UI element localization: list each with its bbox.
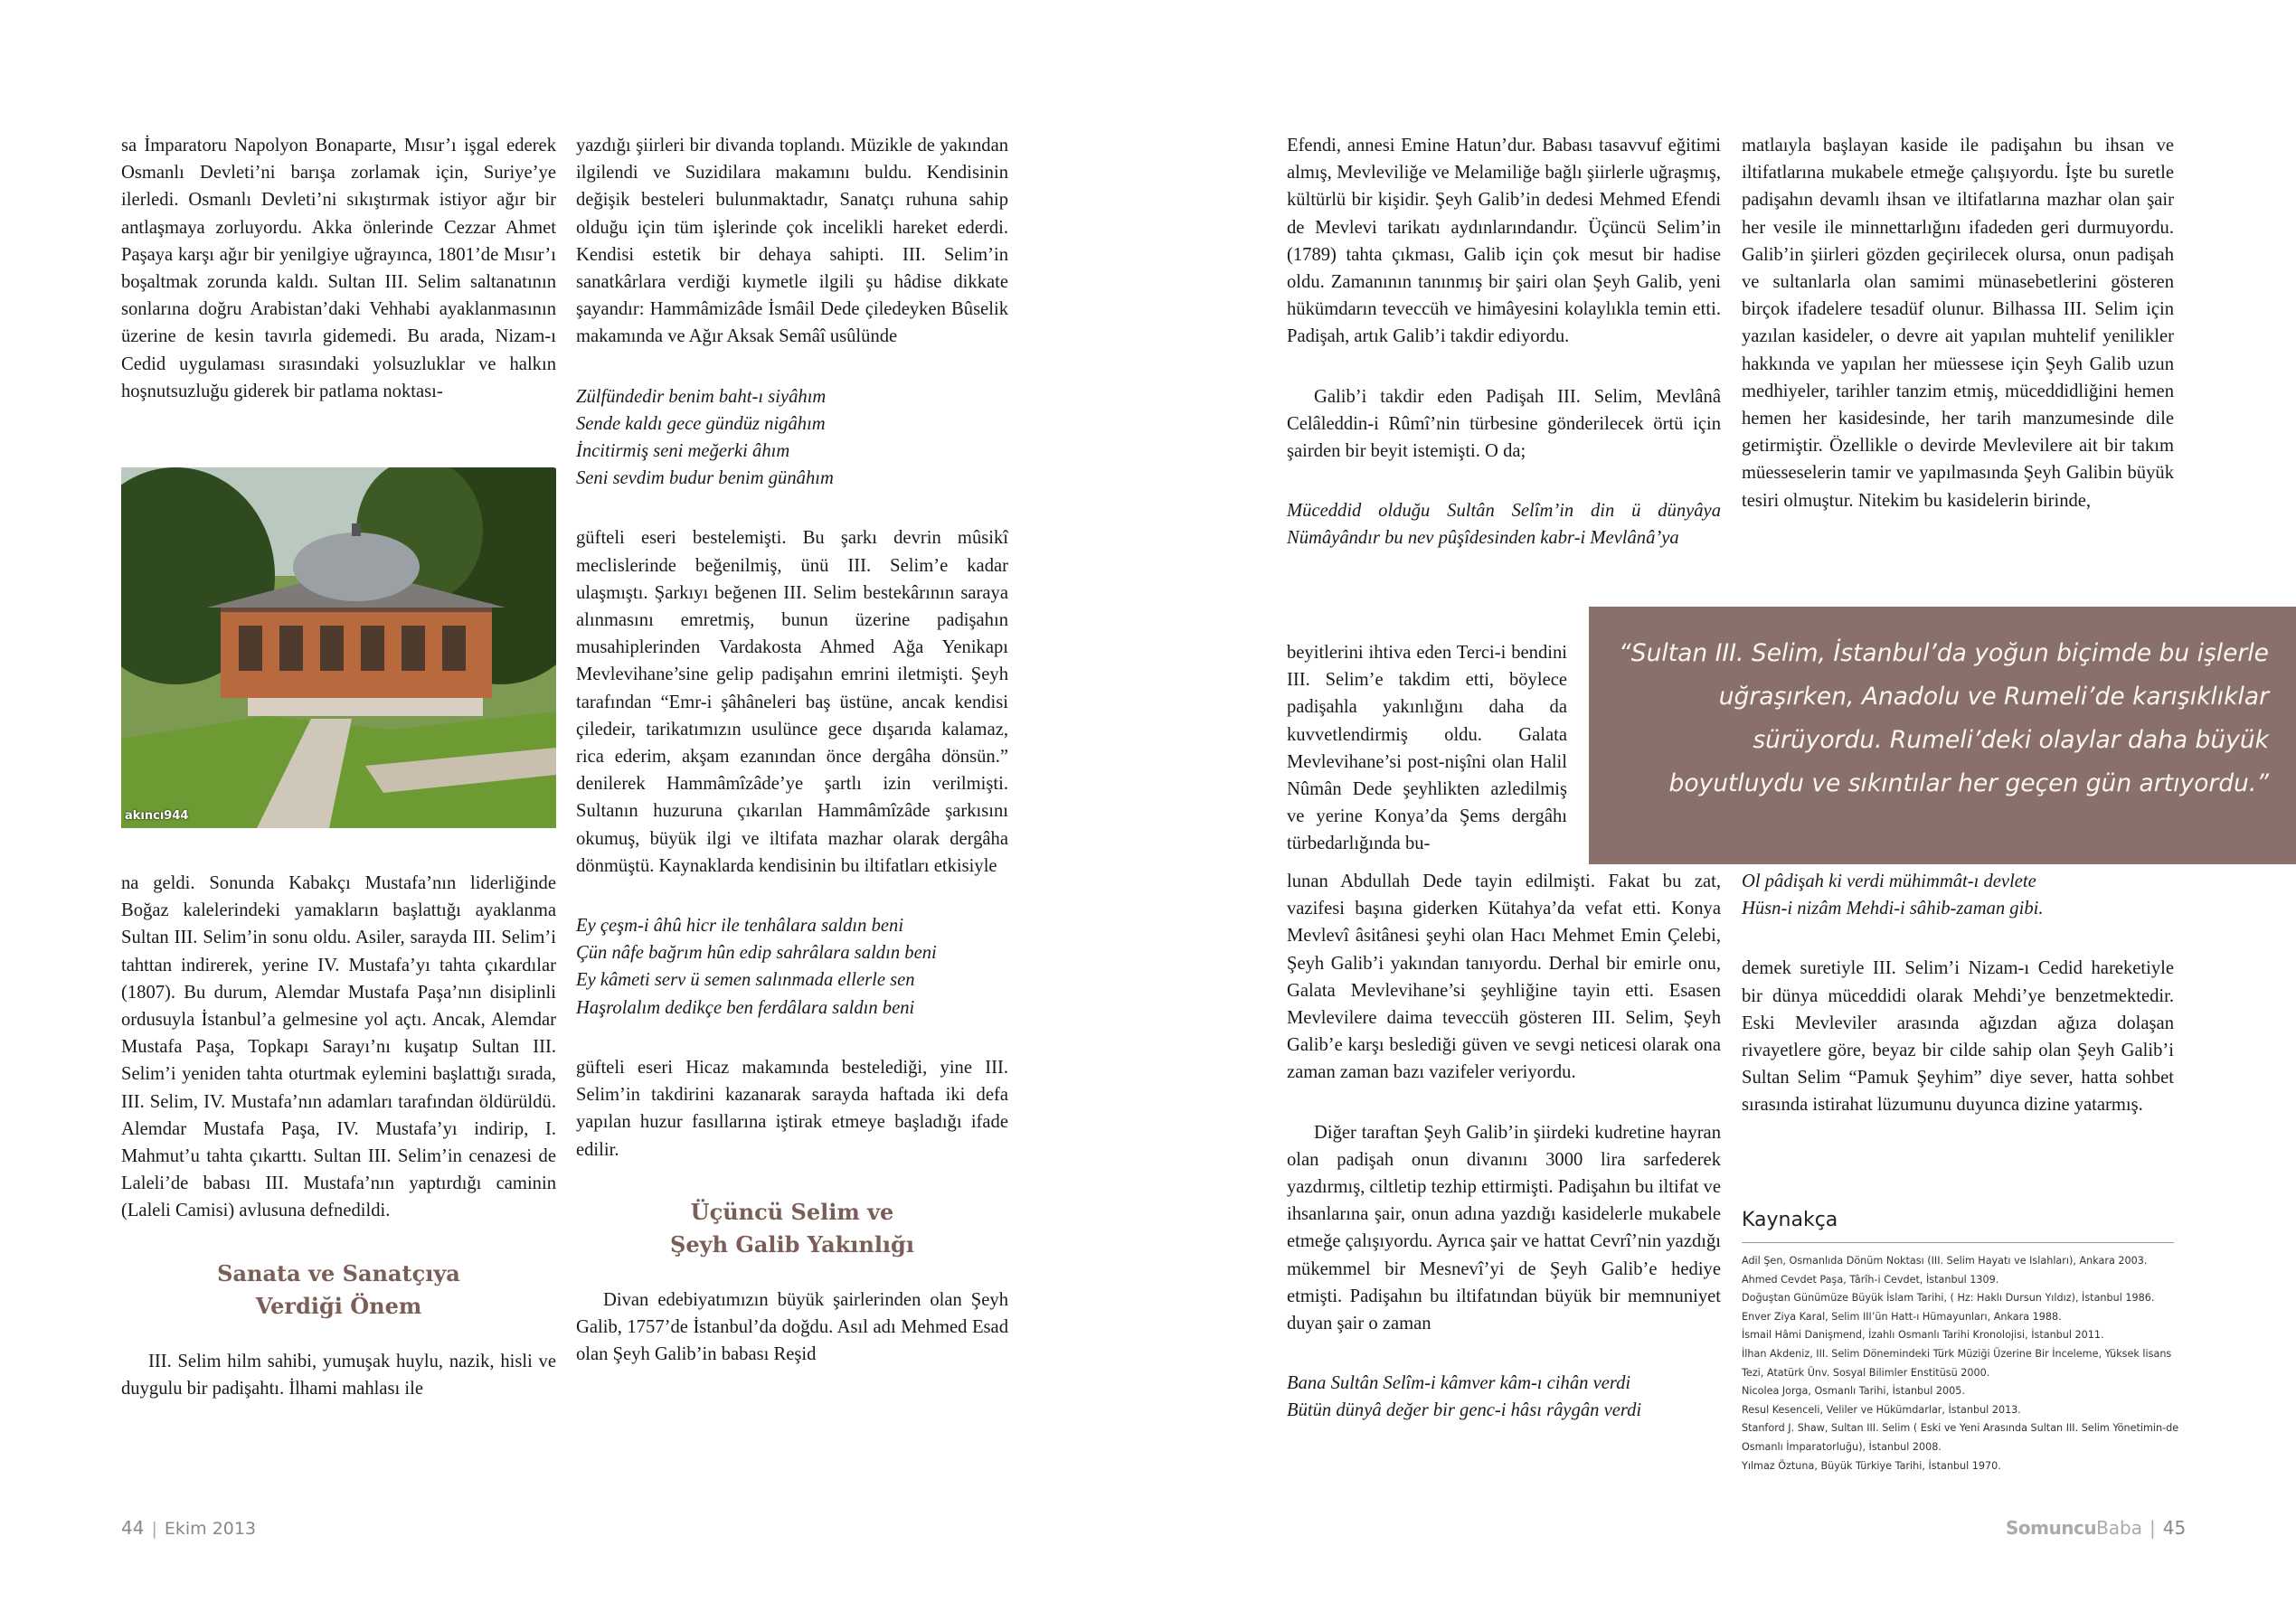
reference-item: Doğuştan Günümüze Büyük İslam Tarihi, ( Hz: Haklı Dursun Yıldız), İstanbul 1986. xyxy=(1742,1292,2155,1305)
page-number: 45 xyxy=(2162,1517,2187,1539)
reference-item: İlhan Akdeniz, III. Selim Dönemindeki Türk Müziği Üzerine Bir İnceleme, Yüksek lisans Tezi, Atatürk Ünv. Sosyal Bilimler Enstitüsü 2000. xyxy=(1742,1347,2172,1379)
body-paragraph: Diğer taraftan Şeyh Galib’in şiirdeki kudretine hayran olan padişah onun divanını 3000 lira sarfederek yazdırmış, ciltletip tezhip ettirmişti. Padişahın bu iltifat ve ihsanlarına şair, onun adına yazdığı kasidelerle mukabele etmeğe çalışıyordu. Ayrıca şair ve hattat Cevrî’nin yazdığı mükemmel bir Mesnevî’yi de Şeyh Galib’e hediye etmişti. Padişahın bu iltifatından büyük bir memnuniyet duyan şair o zaman xyxy=(1287,1122,1721,1334)
body-paragraph: III. Selim hilm sahibi, yumuşak huylu, nazik, hisli ve duygulu bir padişahtı. İlhami mahlası ile xyxy=(121,1351,556,1399)
body-paragraph: lunan Abdullah Dede tayin edilmişti. Fakat bu zat, vazifesi başına giderken Kütahya’da vefat etti. Konya Mevlevî âsitânesi şeyhi olan Hacı Mehmet Emin Çelebi, Şeyh Galib’i yakından tanıyordu. Derhal bir emirle onu, Galata Mevlevihane’si şeyhliğine tayin etti. Esasen Mevlevilere daima teveccüh gösteren III. Selim, Şeyh Galib’e karşı beslediği güven ve sevgi neticesi olarak ona zaman zaman bazı vazifeler veriyordu. xyxy=(1287,872,1721,1083)
body-paragraph: Efendi, annesi Emine Hatun’dur. Babası tasavvuf eğitimi almış, Mevleviliğe ve Melamiliğe bağlı şiirlerle uğraşmış, kültürlü bir kişidir. Şeyh Galib’in dedesi Mehmed Efendi de Mevlevi tarikatı aydınlarındandır. Üçüncü Selim’in (1789) tahta çıkması, Galib için çok mesut bir hadise oldu. Zamanının tanınmış bir şairi olan Şeyh Galib, yeni hükümdarın teveccüh ve himâyesini kolaylıkla temin etti. Padişah, artık Galib’i takdir ediyordu. xyxy=(1287,136,1721,347)
body-paragraph: güfteli eseri Hicaz makamında bestelediği, yine III. Selim’in takdirini kazanarak sarayda haftada iki defa yapılan huzur fasıllarına iştirak etmeye başladığı ifade edilir. xyxy=(576,1057,1008,1160)
reference-item: Adil Şen, Osmanlıda Dönüm Noktası (III. Selim Hayatı ve Islahları), Ankara 2003. xyxy=(1742,1255,2148,1267)
reference-item: Stanford J. Shaw, Sultan III. Selim ( Eski ve Yeni Arasında Sultan III. Selim Yönetimin-de Osmanlı İmparatorluğu), İstanbul 2008. xyxy=(1742,1422,2179,1453)
left-column-2 xyxy=(576,132,1008,1368)
verse-block: Ey çeşm-i âhû hicr ile tenhâlara saldın beni Çün nâfe bağrım hûn edip sahrâlara saldın beni Ey kâmeti serv ü semen salınmada ellerle sen Haşrolalım dedikçe ben ferdâlara saldın beni xyxy=(576,916,937,1018)
references-list xyxy=(1742,1252,2185,1475)
pull-quote-text: “Sultan III. Selim, İstanbul’da yoğun biçimde bu işlerle uğraşırken, Anadolu ve Rumeli’de karışıklıklar sürüyordu. Rumeli’deki olaylar daha büyük boyutluydu ve sıkıntılar her geçen gün artıyordu.” xyxy=(1619,639,2269,797)
section-heading: Sanata ve Sanatçıya Verdiği Önem xyxy=(217,1259,460,1319)
body-paragraph: Galib’i takdir eden Padişah III. Selim, Mevlânâ Celâleddin-i Rûmî’nin türbesine gönderilecek örtü için şairden bir beyit istemişti. O da; xyxy=(1287,386,1721,462)
left-column-1-lower xyxy=(121,870,556,1402)
body-paragraph: sa İmparatoru Napolyon Bonaparte, Mısır’ı işgal ederek Osmanlı Devleti’ni barışa zorlamak için, Suriye’ye ilerledi. Osmanlı Devleti’ni sıkıştırmak istiyor ağır bir antlaşmaya zorluyordu. Akka önlerinde Cezzar Ahmet Paşaya karşı ağır bir yenilgiye uğrayınca, 1801’de Mısır’ı boşaltmak zorunda kaldı. Sultan III. Selim saltanatının sonlarına doğru Arabistan’daki Vehhabi ayaklanmasının üzerine de kesin tavırla gidemedi. Bu arada, Nizam-ı Cedid uygulaması sırasındaki yolsuzluklar ve halkın hoşnutsuzluğu giderek bir patlama noktası- xyxy=(121,136,556,401)
reference-item: Resul Kesenceli, Veliler ve Hükümdarlar, İstanbul 2013. xyxy=(1742,1403,2021,1416)
body-paragraph: beyitlerini ihtiva eden Terci-i bendini III. Selim’e takdim etti, böylece padişahla yakınlığını daha da kuvvetlendirmiş oldu. Galata Mevlevihane’si post-nişîni olan Halil Nûmân Dede şeyhlikten azledilmiş ve yerine Konya’da Şems dergâhı türbedarlığında bu- xyxy=(1287,643,1567,854)
photo-credit: akıncı944 xyxy=(125,809,189,823)
pull-quote xyxy=(1589,607,2296,864)
left-column-1 xyxy=(121,132,556,405)
right-page-footer: SomuncuBaba | 45 xyxy=(2006,1517,2187,1539)
body-paragraph: matlaıyla başlayan kaside ile padişahın bu ihsan ve iltifatlarına mukabele etmeğe çalışıyordu. İşte bu suretle padişahın devamlı ihsan ve iltifatlarına mazhar olan şair her vesile ile minnettarlığını ifadeden geri durmuyordu. Galib’in şiirleri gözden geçirilecek olursa, onun padişah ve sultanlarla olan samimi münasebetlerini gösteren birçok ifadelere tesadüf olunur. Bilhassa III. Selim için yazılan kasideler, o devre ait yapılan muhtelif yenilikler hakkında ve yapılan her müessese için Şeyh Galib uzun medhiyeler, tarihler tanzim etmiş, müceddidliğini hemen hemen her kasidesinde, her tarih manzumesinde dile getirmiştir. Özellikle o devirde Mevlevilere ait bir takım müesseselerin tamir ve yapılmasında Şeyh Galibin büyük tesiri olmuştur. Nitekim bu kasidelerin birinde, xyxy=(1742,136,2174,511)
right-column-2 xyxy=(1742,132,2174,514)
reference-item: Enver Ziya Karal, Selim III’ün Hatt-ı Hümayunları, Ankara 1988. xyxy=(1742,1310,2062,1323)
right-column-1-wrap xyxy=(1287,639,1567,858)
pavilion-image xyxy=(121,467,556,828)
body-paragraph: demek suretiyle III. Selim’i Nizam-ı Cedid hareketiyle bir dünya müceddidi olarak Mehdi’ye benzetmektedir. Eski Mevleviler arasında ağızdan ağıza dolaşan rivayetlere göre, beyaz bir cilde sahip olan Şeyh Galib’i Sultan Selim “Pamuk Şeyhim” diye sever, hatta sohbet sırasında istirahat lüzumunu duyunca dizine yatarmış. xyxy=(1742,958,2174,1116)
verse-block: Müceddid olduğu Sultân Selîm’in din ü dünyâya Nümâyândır bu nev pûşîdesinden kabr-i Mevlânâ’ya xyxy=(1287,501,1721,549)
references-title: Kaynakça xyxy=(1742,1209,1838,1231)
body-paragraph: güfteli eseri bestelemişti. Bu şarkı devrin mûsikî meclislerinde beğenilmiş, ünü III. Selim’e kadar ulaşmıştı. Şarkıyı beğenen III. Selim bestekârının saraya alınmasını emretmiş, bunun üzerine padişahın musahiplerinden Vardakosta Ahmed Ağa Yenikapı Mevlevihane’sine gelip padişahın emrini iletmişti. Şeyh tarafından “Emr-i şâhâneleri baş üstüne, ancak kendisi çiledeir, tarikatımızın usulünce gece dışarıda kalamaz, rica ederim, akşam ezanından önce dergâha dönsün.” denilerek Hammâmîzâde’ye şartlı izin verilmişti. Sultanın huzuruna çıkarılan Hammâmîzâde şarkısını okumuş, büyük ilgi ve iltifata mazhar olarak dergâha dönmüştü. Kaynaklarda kendisinin bu iltifatları etkisiyle xyxy=(576,528,1008,876)
verse-block: Bana Sultân Selîm-i kâmver kâm-ı cihân verdi Bütün dünyâ değer bir genc-i hâsı râygân verdi xyxy=(1287,1373,1642,1421)
section-heading: Üçüncü Selim ve Şeyh Galib Yakınlığı xyxy=(670,1198,914,1258)
body-paragraph: Divan edebiyatımızın büyük şairlerinden olan Şeyh Galib, 1757’de İstanbul’da doğdu. Asıl adı Mehmed Esad olan Şeyh Galib’in babası Reşid xyxy=(576,1289,1008,1365)
pavilion-photo xyxy=(121,467,556,828)
issue-date: Ekim 2013 xyxy=(164,1519,257,1539)
left-page-footer: 44 | Ekim 2013 xyxy=(121,1517,257,1539)
verse-block: Ol pâdişah ki verdi mühimmât-ı devlete Hüsn-i nizâm Mehdi-i sâhib-zaman gibi. xyxy=(1742,872,2044,919)
right-column-1 xyxy=(1287,132,1721,585)
reference-item: Yılmaz Öztuna, Büyük Türkiye Tarihi, İstanbul 1970. xyxy=(1742,1459,2001,1472)
body-paragraph: yazdığı şiirleri bir divanda toplandı. Müzikle de yakından ilgilendi ve Suzidilara makamını buldu. Kendisinin değişik besteleri bulunmaktadır, Sanatçı ruhuna sahip olduğu için tüm işlerinde çok incelikli hareket ederdi. Kendisi estetik bir dehaya sahipti. III. Selim’in sanatkârlara verdiği kıymetle ilgili şu hâdise dikkate şayandır: Hammâmizâde İsmâil Dede çiledeyken Bûselik makamında ve Ağır Aksak Semâî usûlünde xyxy=(576,136,1008,347)
body-paragraph: na geldi. Sonunda Kabakçı Mustafa’nın liderliğinde Boğaz kalelerindeki yamakların başlattığı ayaklanma Sultan III. Selim’in sonu oldu. Asiler, sarayda III. Selim’i tahttan indirerek, yerine IV. Mustafa’yı tahta çıkardılar (1807). Bu durum, Alemdar Mustafa Paşa’nın disiplinli ordusuyla İstanbul’a gelmesine yol açtı. Ancak, Alemdar Mustafa Paşa, Topkapı Sarayı’nı kuşatıp Sultan III. Selim’i yeniden tahta oturtmak eylemini başlattığı sırada, III. Selim, IV. Mustafa’nın adamları tarafından öldürüldü. Alemdar Mustafa Paşa, IV. Mustafa’yı indirip, I. Mahmut’u tahta çıkarttı. Sultan III. Selim’in cenazesi de Laleli’de babası III. Mustafa’nın yaptırdığı caminin (Laleli Camisi) avlusuna defnedildi. xyxy=(121,873,556,1221)
reference-item: İsmail Hâmi Danişmend, İzahlı Osmanlı Tarihi Kronolojisi, İstanbul 2011. xyxy=(1742,1329,2104,1342)
page-number: 44 xyxy=(121,1517,145,1539)
right-column-1-lower xyxy=(1287,868,1721,1425)
magazine-brand: Somuncu xyxy=(2006,1517,2097,1539)
verse-block: Zülfündedir benim baht-ı siyâhım Sende kaldı gece gündüz nigâhım İncitirmiş seni meğerki âhım Seni sevdim budur benim günâhım xyxy=(576,386,834,489)
right-column-2-lower xyxy=(1742,868,2174,1119)
magazine-brand-suffix: Baba xyxy=(2096,1517,2142,1539)
reference-item: Ahmed Cevdet Paşa, Târîh-i Cevdet, İstanbul 1309. xyxy=(1742,1273,1999,1286)
references-divider xyxy=(1742,1242,2174,1243)
reference-item: Nicolea Jorga, Osmanlı Tarihi, İstanbul 2005. xyxy=(1742,1385,1965,1398)
